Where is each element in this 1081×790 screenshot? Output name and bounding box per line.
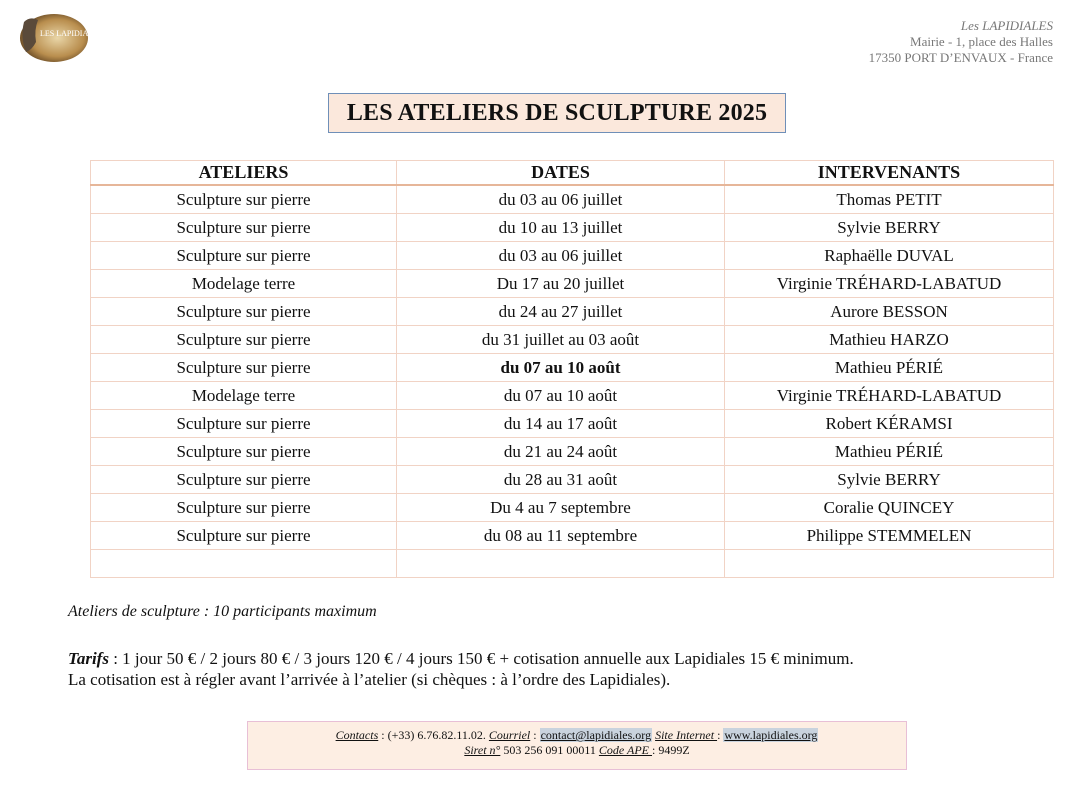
column-header: DATES bbox=[397, 161, 725, 186]
table-cell: Sculpture sur pierre bbox=[91, 185, 397, 214]
participants-note: Ateliers de sculpture : 10 participants maximum bbox=[68, 603, 377, 620]
contact-line-1: Contacts : (+33) 6.76.82.11.02. Courriel : contact@lapidiales.org Site Internet : www.lapidiales.org bbox=[335, 728, 818, 742]
table-cell: du 07 au 10 août bbox=[397, 382, 725, 410]
table-cell: Sylvie BERRY bbox=[725, 466, 1054, 494]
table-row bbox=[91, 270, 1054, 298]
table-cell: du 31 juillet au 03 août bbox=[397, 326, 725, 354]
table-cell: Du 4 au 7 septembre bbox=[397, 494, 725, 522]
page-title: LES ATELIERS DE SCULPTURE 2025 bbox=[328, 93, 786, 133]
table-cell: Mathieu PÉRIÉ bbox=[725, 354, 1054, 382]
table-cell: Aurore BESSON bbox=[725, 298, 1054, 326]
table-cell: Robert KÉRAMSI bbox=[725, 410, 1054, 438]
table-cell: Sylvie BERRY bbox=[725, 214, 1054, 242]
website-link[interactable]: www.lapidiales.org bbox=[724, 728, 818, 742]
table-cell: Modelage terre bbox=[91, 270, 397, 298]
table-cell: du 21 au 24 août bbox=[397, 438, 725, 466]
table-cell: Philippe STEMMELEN bbox=[725, 522, 1054, 550]
contacts-label: Contacts bbox=[335, 728, 379, 742]
table-cell: du 10 au 13 juillet bbox=[397, 214, 725, 242]
table-cell: Sculpture sur pierre bbox=[91, 438, 397, 466]
tarifs-prices: : 1 jour 50 € / 2 jours 80 € / 3 jours 120 € / 4 jours 150 € + cotisation annuelle aux Lapidiales 15 € minimum. bbox=[108, 649, 854, 668]
organization-address bbox=[869, 18, 1053, 66]
table-cell: du 03 au 06 juillet bbox=[397, 185, 725, 214]
ape-code: : 9499Z bbox=[652, 743, 690, 757]
table-cell: Mathieu PÉRIÉ bbox=[725, 438, 1054, 466]
table-row bbox=[91, 214, 1054, 242]
tarifs-line-1 bbox=[68, 648, 854, 669]
table-cell: du 14 au 17 août bbox=[397, 410, 725, 438]
table-cell: Raphaëlle DUVAL bbox=[725, 242, 1054, 270]
table-row bbox=[91, 522, 1054, 550]
column-header: ATELIERS bbox=[91, 161, 397, 186]
column-header: INTERVENANTS bbox=[725, 161, 1054, 186]
table-cell: Sculpture sur pierre bbox=[91, 298, 397, 326]
table-cell: Virginie TRÉHARD-LABATUD bbox=[725, 382, 1054, 410]
table-cell: du 08 au 11 septembre bbox=[397, 522, 725, 550]
siret-label: Siret n° bbox=[464, 743, 501, 757]
table-cell: Mathieu HARZO bbox=[725, 326, 1054, 354]
org-name: Les LAPIDIALES bbox=[960, 18, 1053, 33]
table-cell: Sculpture sur pierre bbox=[91, 522, 397, 550]
table-row bbox=[91, 466, 1054, 494]
table-cell: Sculpture sur pierre bbox=[91, 214, 397, 242]
table-row bbox=[91, 494, 1054, 522]
logo-lettering: LES LAPIDIALES bbox=[40, 29, 103, 38]
table-cell: Modelage terre bbox=[91, 382, 397, 410]
table-cell: Virginie TRÉHARD-LABATUD bbox=[725, 270, 1054, 298]
table-cell: Sculpture sur pierre bbox=[91, 354, 397, 382]
table-cell bbox=[397, 550, 725, 578]
table-cell: du 03 au 06 juillet bbox=[397, 242, 725, 270]
siret-number: 503 256 091 00011 bbox=[500, 743, 599, 757]
table-cell: Sculpture sur pierre bbox=[91, 242, 397, 270]
table-header-row bbox=[91, 161, 1054, 186]
table-cell-highlighted: du 07 au 10 août bbox=[397, 354, 725, 382]
table-row-empty bbox=[91, 550, 1054, 578]
table-row bbox=[91, 326, 1054, 354]
table-cell: Sculpture sur pierre bbox=[91, 410, 397, 438]
email-link[interactable]: contact@lapidiales.org bbox=[540, 728, 652, 742]
contact-line-2 bbox=[248, 743, 906, 758]
table-cell: du 28 au 31 août bbox=[397, 466, 725, 494]
address-line-1: Mairie - 1, place des Halles bbox=[910, 34, 1053, 49]
schedule-table bbox=[90, 160, 1054, 578]
table-cell bbox=[91, 550, 397, 578]
table-cell: Sculpture sur pierre bbox=[91, 494, 397, 522]
table-row bbox=[91, 354, 1054, 382]
tarifs-section bbox=[68, 648, 854, 690]
tarifs-line-2: La cotisation est à régler avant l’arrivée à l’atelier (si chèques : à l’ordre des Lapidiales). bbox=[68, 670, 671, 689]
table-cell bbox=[725, 550, 1054, 578]
site-label: Site Internet bbox=[655, 728, 718, 742]
address-line-2: 17350 PORT D’ENVAUX - France bbox=[868, 50, 1053, 65]
lapidiales-logo bbox=[18, 12, 112, 64]
table-cell: Coralie QUINCEY bbox=[725, 494, 1054, 522]
table-row bbox=[91, 382, 1054, 410]
tarifs-label: Tarifs bbox=[68, 649, 109, 668]
table-cell: du 24 au 27 juillet bbox=[397, 298, 725, 326]
table-row bbox=[91, 242, 1054, 270]
table-cell: Thomas PETIT bbox=[725, 185, 1054, 214]
table-cell: Du 17 au 20 juillet bbox=[397, 270, 725, 298]
contact-footer bbox=[247, 721, 907, 770]
table-cell: Sculpture sur pierre bbox=[91, 326, 397, 354]
table-row bbox=[91, 410, 1054, 438]
table-row bbox=[91, 185, 1054, 214]
courriel-label: Courriel bbox=[488, 728, 531, 742]
ape-label: Code APE bbox=[598, 743, 653, 757]
phone-number: : (+33) 6.76.82.11.02. bbox=[378, 728, 489, 742]
table-row bbox=[91, 298, 1054, 326]
table-cell: Sculpture sur pierre bbox=[91, 466, 397, 494]
table-row bbox=[91, 438, 1054, 466]
